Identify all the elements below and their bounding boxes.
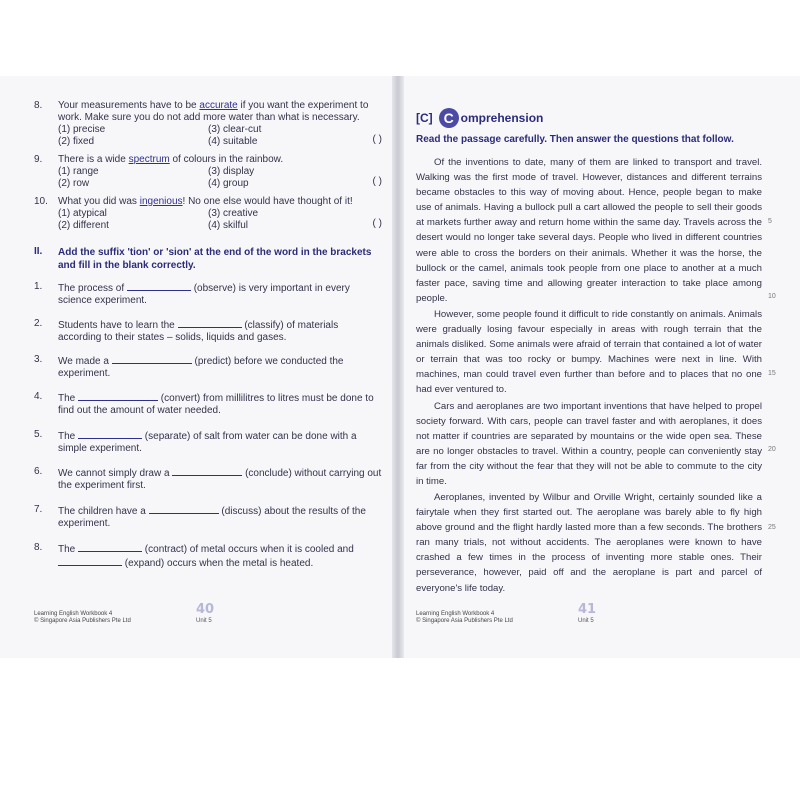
answer-blank[interactable] [78,429,142,439]
question-number: 1. [34,281,43,292]
line-number: 10 [768,293,776,300]
text: We cannot simply draw a [58,468,170,479]
line-number: 25 [768,524,776,531]
section-letter-badge: C [439,108,459,128]
option: (2) row [58,178,90,189]
text: There is a wide [58,154,129,165]
question-text [58,354,382,380]
question-text [58,466,382,492]
options [58,166,382,190]
unit-label: Unit 5 [578,618,594,624]
text: The children have a [58,506,146,517]
text: Students have to learn the [58,320,175,331]
target-word: ingenious [139,196,183,207]
question-text [58,429,382,455]
text: Your measurements have to be [58,100,200,111]
text: (discuss) about the results of the experiment. [58,506,366,529]
question-number: 7. [34,504,43,515]
question-text [58,391,382,417]
page-number: 41 [578,602,597,617]
question-number: 10. [34,196,48,207]
answer-blank[interactable] [172,466,242,476]
passage-paragraph-4: Aeroplanes, invented by Wilbur and Orville Wright, certainly sounded like a fairytale when they first started out. The aeroplane was barely able to fly high above ground and the flight hardly lasted more than a few seconds. The brothers ran many trials, not without accidents. The aeroplanes were known to have crashed a few times in the process of inventing more stable ones. Their perseverance, however, paid off and the aeroplane is part and parcel of everyone's life today. [416,492,762,594]
option: (2) fixed [58,136,95,147]
text: What you did was [58,196,140,207]
passage-paragraph-3: Cars and aeroplanes are two important inventions that have helped to propel society forward. With cars, people can travel faster and with aeroplanes, it does not matter if countries are separated by mountains or the wide open sea. These are no longer obstacles to travel. Within a country, people can conveniently stay far from the city without the fear that they will not be able to commute to the city in time. [416,401,762,488]
option: (4) group [208,178,249,189]
answer-bracket: ( ) [372,218,382,229]
question-text [58,542,382,570]
question-number: 3. [34,354,43,365]
footer-title: Learning English Workbook 4 [416,611,495,617]
text: (predict) before we conducted the experiment. [58,356,344,379]
text: The [58,393,76,404]
question-number: 9. [34,154,43,165]
text: The [58,544,76,555]
unit-label: Unit 5 [196,618,212,624]
answer-blank[interactable] [58,556,122,566]
book-gutter [392,76,404,658]
page-number: 40 [196,602,215,617]
answer-blank[interactable] [178,318,242,328]
line-number: 5 [768,218,772,225]
target-word: accurate [199,100,238,111]
text: (convert) from millilitres to litres must be done to find out the amount of water needed. [58,393,374,416]
text: (separate) of salt from water can be done with a simple experiment. [58,431,357,454]
option: (1) precise [58,124,106,135]
question-text [58,100,382,148]
question-text [58,281,382,307]
option: (4) skilful [208,220,249,231]
option: (1) range [58,166,99,177]
footer-title: Learning English Workbook 4 [34,611,113,617]
text: ! No one else would have thought of it! [182,196,353,207]
question-9 [34,154,382,188]
options [58,124,382,148]
text: The process of [58,283,125,294]
question-10 [34,196,382,230]
section-ii-heading [34,246,382,274]
answer-blank[interactable] [78,542,142,552]
question-text [58,504,382,530]
answer-blank[interactable] [149,504,219,514]
option: (3) display [208,166,255,177]
comprehension-heading [416,108,543,128]
text: (conclude) without carrying out the experiment first. [58,468,382,491]
text: of colours in the rainbow. [169,154,284,165]
line-number: 20 [768,446,776,453]
option: (2) different [58,220,109,231]
question-text [58,154,382,190]
answer-bracket: ( ) [372,176,382,187]
text: (contract) of metal occurs when it is cooled and [144,544,354,555]
text: (expand) occurs when the metal is heated. [124,558,314,569]
text: if you want the experiment to work. Make sure you do not add more water than what is necessary. [58,100,369,123]
answer-blank[interactable] [127,281,191,291]
footer-copyright: © Singapore Asia Publishers Pte Ltd [416,618,513,624]
option: (4) suitable [208,136,258,147]
passage-paragraph-2: However, some people found it difficult to ride constantly on animals. Animals were gradually losing favour especially in areas with rough terrain that the animals disliked. Some animals were afraid of terrain that contained a lot of water or terrain that was too rocky or bumpy. Machines were next in line. With machines, man could travel even further than before and to places that no one had ever ventured to. [416,309,762,396]
line-number: 15 [768,370,776,377]
question-number: 5. [34,429,43,440]
question-text [58,318,382,344]
target-word: spectrum [128,154,170,165]
option: (3) creative [208,208,259,219]
section-number: II. [34,246,43,257]
section-title: omprehension [460,111,544,125]
answer-blank[interactable] [78,391,158,401]
passage-paragraph-1: Of the inventions to date, many of them are linked to transport and travel. Walking was the first mode of travel. However, distances and different terrains became obstacles to this way of moving about. Hence, people began to make use of animals. Having a bullock pull a cart allowed the people to sell their goods at markets further away and return home within the same day. Travels across the desert would no longer take several days. People who lived in different countries were able to cross the borders on their animals. Whether it was the horse, the bullock or the camel, animals took people from one place to another at a much faster pace, saving time and allowing greater interaction to take place among people. [416,157,762,304]
section-instruction: Add the suffix 'tion' or 'sion' at the end of the word in the brackets and fill in the blank correctly. [58,247,372,271]
text: We made a [58,356,109,367]
question-number: 8. [34,542,43,553]
question-number: 8. [34,100,43,111]
options [58,208,382,232]
question-8 [34,100,382,146]
option: (1) atypical [58,208,107,219]
answer-bracket: ( ) [372,134,382,145]
section-label: [C] [416,111,433,125]
question-number: 2. [34,318,43,329]
text: (classify) of materials according to their states – solids, liquids and gases. [58,320,339,343]
option: (3) clear-cut [208,124,262,135]
right-footer [416,611,513,625]
text: (observe) is very important in every science experiment. [58,283,350,306]
question-number: 6. [34,466,43,477]
question-number: 4. [34,391,43,402]
passage-instruction: Read the passage carefully. Then answer the questions that follow. [416,134,734,145]
left-footer [34,611,131,625]
answer-blank[interactable] [112,354,192,364]
footer-copyright: © Singapore Asia Publishers Pte Ltd [34,618,131,624]
text: The [58,431,76,442]
question-text [58,196,382,232]
